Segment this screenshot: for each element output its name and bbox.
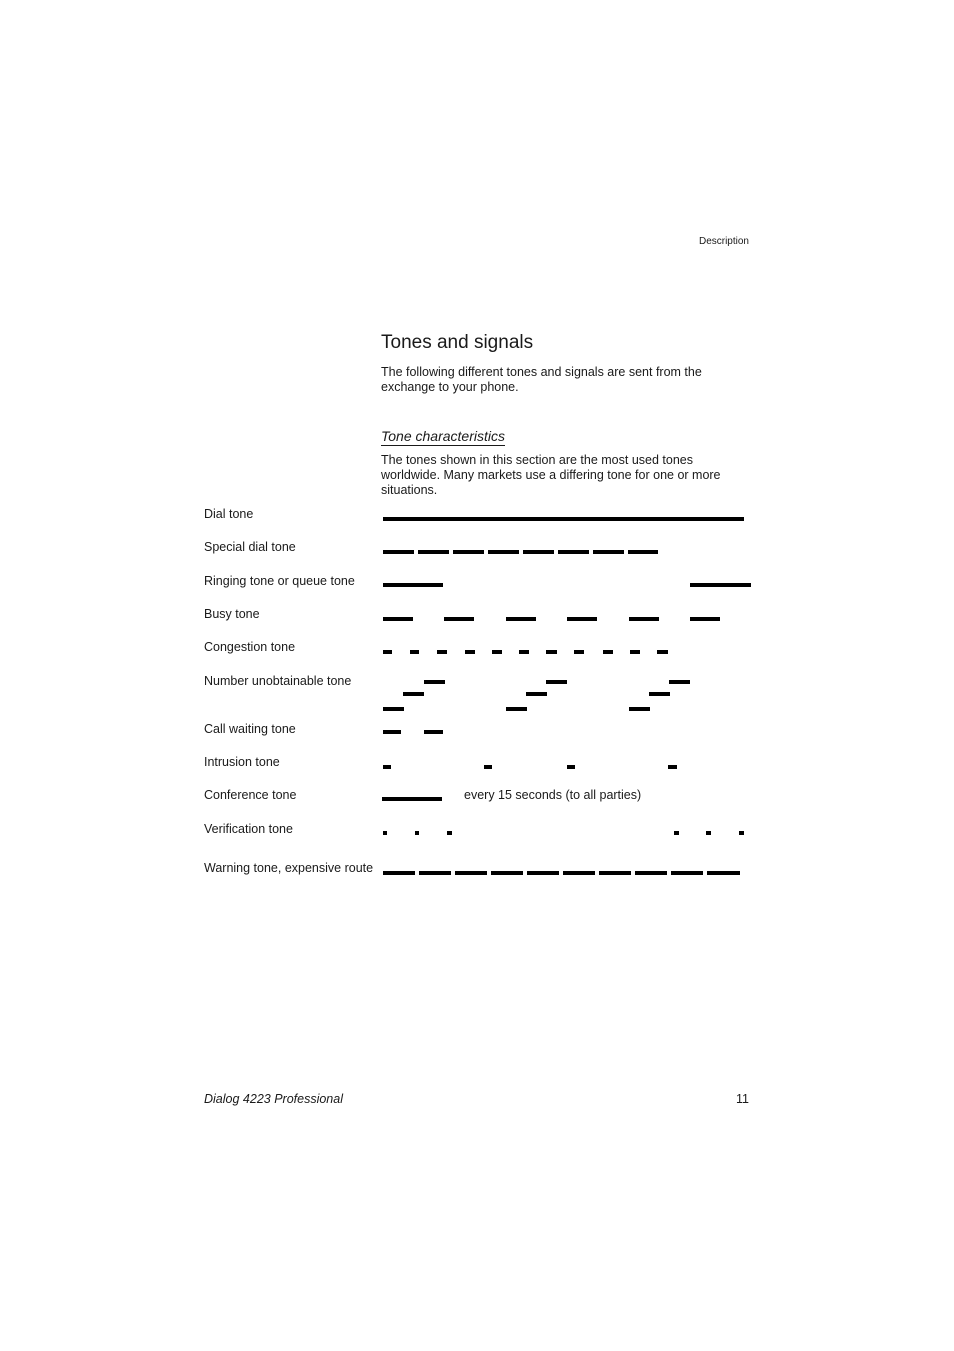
page-title: Tones and signals	[381, 332, 534, 353]
warning-segment	[671, 871, 703, 875]
tone-label-busy: Busy tone	[204, 607, 260, 621]
congestion-segment	[492, 650, 502, 654]
special-dial-segment	[523, 550, 554, 554]
dial-tone-bar	[383, 517, 744, 521]
tone-label-verification: Verification tone	[204, 822, 293, 836]
warning-segment	[491, 871, 523, 875]
footer-product: Dialog 4223 Professional	[204, 1092, 343, 1106]
intrusion-segment	[567, 765, 575, 769]
tone-label-ringing: Ringing tone or queue tone	[204, 574, 355, 588]
warning-segment	[635, 871, 667, 875]
verification-dot	[447, 831, 452, 835]
unobtainable-high	[424, 680, 445, 684]
unobtainable-low	[506, 707, 527, 711]
verification-dot	[739, 831, 744, 835]
special-dial-segment	[593, 550, 624, 554]
warning-segment	[707, 871, 740, 875]
tone-label-special-dial: Special dial tone	[204, 540, 296, 554]
congestion-segment	[574, 650, 584, 654]
busy-segment	[383, 617, 413, 621]
tone-label-warning: Warning tone, expensive route	[204, 861, 374, 875]
warning-segment	[563, 871, 595, 875]
special-dial-segment	[488, 550, 519, 554]
section-description: The tones shown in this section are the most used tones worldwide. Many markets use a differing tone for one or more situations.	[381, 453, 721, 497]
congestion-segment	[465, 650, 475, 654]
busy-segment	[506, 617, 536, 621]
unobtainable-mid	[649, 692, 670, 696]
section-subtitle: Tone characteristics	[381, 428, 505, 444]
congestion-segment	[383, 650, 392, 654]
intrusion-segment	[668, 765, 677, 769]
congestion-segment	[410, 650, 419, 654]
conference-segment	[382, 797, 442, 801]
verification-dot	[383, 831, 387, 835]
page-number: 11	[736, 1092, 749, 1106]
intrusion-segment	[484, 765, 492, 769]
intro-paragraph: The following different tones and signals are sent from the exchange to your phone.	[381, 365, 702, 394]
warning-segment	[455, 871, 487, 875]
congestion-segment	[630, 650, 640, 654]
unobtainable-low	[629, 707, 650, 711]
tone-label-call-waiting: Call waiting tone	[204, 722, 296, 736]
congestion-segment	[519, 650, 529, 654]
tone-label-intrusion: Intrusion tone	[204, 755, 280, 769]
unobtainable-high	[669, 680, 690, 684]
warning-segment	[527, 871, 559, 875]
unobtainable-low	[383, 707, 404, 711]
running-header: Description	[698, 236, 749, 247]
busy-segment	[444, 617, 474, 621]
congestion-segment	[657, 650, 668, 654]
congestion-segment	[546, 650, 557, 654]
warning-segment	[419, 871, 451, 875]
congestion-segment	[603, 650, 613, 654]
special-dial-segment	[383, 550, 414, 554]
verification-dot	[706, 831, 711, 835]
busy-segment	[629, 617, 659, 621]
tone-label-dial: Dial tone	[204, 507, 254, 521]
unobtainable-high	[546, 680, 567, 684]
ringing-segment	[690, 583, 751, 587]
special-dial-segment	[453, 550, 484, 554]
verification-dot	[674, 831, 679, 835]
tone-label-number-unobtainable: Number unobtainable tone	[204, 674, 352, 688]
call-waiting-segment	[424, 730, 443, 734]
unobtainable-mid	[403, 692, 424, 696]
busy-segment	[690, 617, 720, 621]
warning-segment	[383, 871, 415, 875]
special-dial-segment	[418, 550, 449, 554]
conference-note: every 15 seconds (to all parties)	[464, 788, 642, 802]
call-waiting-segment	[383, 730, 401, 734]
tone-label-conference: Conference tone	[204, 788, 297, 802]
warning-segment	[599, 871, 631, 875]
verification-dot	[415, 831, 419, 835]
tone-label-congestion: Congestion tone	[204, 640, 296, 654]
special-dial-segment	[558, 550, 589, 554]
intrusion-segment	[383, 765, 391, 769]
congestion-segment	[437, 650, 447, 654]
special-dial-segment	[628, 550, 658, 554]
busy-segment	[567, 617, 597, 621]
ringing-segment	[383, 583, 443, 587]
unobtainable-mid	[526, 692, 547, 696]
